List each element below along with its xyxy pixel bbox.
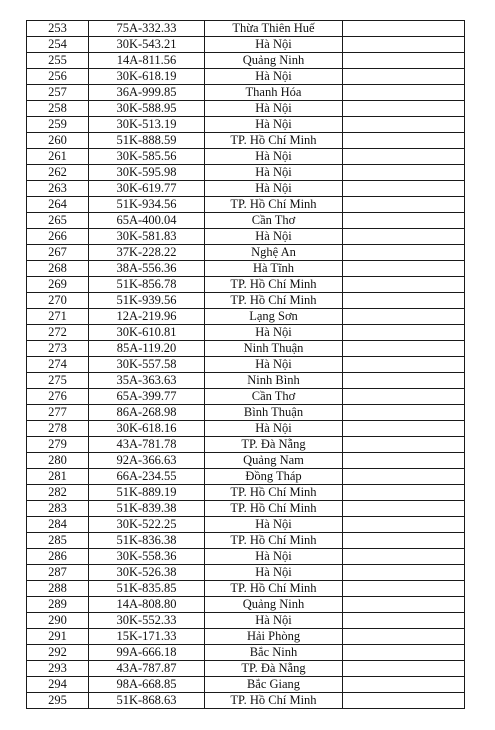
row-number-cell: 282 [27, 485, 89, 501]
province-cell: Hà Nội [205, 181, 343, 197]
note-cell [343, 245, 465, 261]
province-cell: Nghệ An [205, 245, 343, 261]
province-cell: TP. Đà Nẵng [205, 661, 343, 677]
province-cell: Hà Nội [205, 421, 343, 437]
row-number-cell: 277 [27, 405, 89, 421]
note-cell [343, 533, 465, 549]
table-row [27, 213, 465, 229]
province-cell: Hà Nội [205, 565, 343, 581]
row-number-cell: 273 [27, 341, 89, 357]
row-number-cell: 278 [27, 421, 89, 437]
table-row [27, 229, 465, 245]
table-row [27, 597, 465, 613]
plate-number-cell: 51K-939.56 [89, 293, 205, 309]
province-cell: Hà Nội [205, 229, 343, 245]
plate-number-cell: 37K-228.22 [89, 245, 205, 261]
row-number-cell: 269 [27, 277, 89, 293]
plate-number-cell: 30K-581.83 [89, 229, 205, 245]
province-cell: Hà Nội [205, 357, 343, 373]
note-cell [343, 69, 465, 85]
note-cell [343, 517, 465, 533]
table-row [27, 325, 465, 341]
table-row [27, 565, 465, 581]
plate-number-cell: 30K-526.38 [89, 565, 205, 581]
note-cell [343, 293, 465, 309]
note-cell [343, 581, 465, 597]
note-cell [343, 693, 465, 709]
plate-number-cell: 85A-119.20 [89, 341, 205, 357]
table-row [27, 149, 465, 165]
note-cell [343, 133, 465, 149]
note-cell [343, 309, 465, 325]
row-number-cell: 287 [27, 565, 89, 581]
table-row [27, 661, 465, 677]
row-number-cell: 290 [27, 613, 89, 629]
table-row [27, 85, 465, 101]
note-cell [343, 389, 465, 405]
province-cell: Quảng Ninh [205, 53, 343, 69]
plate-number-cell: 30K-513.19 [89, 117, 205, 133]
row-number-cell: 274 [27, 357, 89, 373]
plate-number-cell: 75A-332.33 [89, 21, 205, 37]
province-cell: Bắc Ninh [205, 645, 343, 661]
province-cell: Hà Nội [205, 549, 343, 565]
row-number-cell: 279 [27, 437, 89, 453]
province-cell: TP. Hồ Chí Minh [205, 533, 343, 549]
note-cell [343, 565, 465, 581]
province-cell: TP. Hồ Chí Minh [205, 133, 343, 149]
row-number-cell: 266 [27, 229, 89, 245]
plate-number-cell: 30K-610.81 [89, 325, 205, 341]
table-row [27, 421, 465, 437]
table-row [27, 133, 465, 149]
table-row [27, 245, 465, 261]
province-cell: Thừa Thiên Huế [205, 21, 343, 37]
table-row [27, 21, 465, 37]
plate-number-cell: 12A-219.96 [89, 309, 205, 325]
note-cell [343, 165, 465, 181]
table-row [27, 453, 465, 469]
row-number-cell: 264 [27, 197, 89, 213]
table-row [27, 581, 465, 597]
row-number-cell: 276 [27, 389, 89, 405]
row-number-cell: 294 [27, 677, 89, 693]
note-cell [343, 421, 465, 437]
row-number-cell: 259 [27, 117, 89, 133]
plate-number-cell: 43A-781.78 [89, 437, 205, 453]
plate-number-cell: 43A-787.87 [89, 661, 205, 677]
row-number-cell: 260 [27, 133, 89, 149]
note-cell [343, 229, 465, 245]
note-cell [343, 197, 465, 213]
note-cell [343, 629, 465, 645]
table-row [27, 501, 465, 517]
plate-number-cell: 30K-557.58 [89, 357, 205, 373]
province-cell: Hà Tĩnh [205, 261, 343, 277]
row-number-cell: 289 [27, 597, 89, 613]
table-row [27, 469, 465, 485]
table-row [27, 629, 465, 645]
row-number-cell: 285 [27, 533, 89, 549]
note-cell [343, 549, 465, 565]
row-number-cell: 272 [27, 325, 89, 341]
note-cell [343, 149, 465, 165]
note-cell [343, 325, 465, 341]
plate-number-cell: 65A-399.77 [89, 389, 205, 405]
license-plate-table [26, 20, 465, 709]
plate-number-cell: 30K-552.33 [89, 613, 205, 629]
note-cell [343, 101, 465, 117]
note-cell [343, 357, 465, 373]
province-cell: Ninh Bình [205, 373, 343, 389]
row-number-cell: 284 [27, 517, 89, 533]
table-row [27, 405, 465, 421]
table-row [27, 197, 465, 213]
province-cell: TP. Hồ Chí Minh [205, 501, 343, 517]
note-cell [343, 85, 465, 101]
table-row [27, 373, 465, 389]
province-cell: Hà Nội [205, 165, 343, 181]
note-cell [343, 501, 465, 517]
province-cell: Lạng Sơn [205, 309, 343, 325]
province-cell: Hà Nội [205, 613, 343, 629]
table-row [27, 341, 465, 357]
note-cell [343, 53, 465, 69]
note-cell [343, 117, 465, 133]
plate-number-cell: 30K-595.98 [89, 165, 205, 181]
province-cell: Hà Nội [205, 37, 343, 53]
table-row [27, 101, 465, 117]
province-cell: Hà Nội [205, 101, 343, 117]
table-row [27, 165, 465, 181]
province-cell: TP. Hồ Chí Minh [205, 277, 343, 293]
province-cell: Hà Nội [205, 325, 343, 341]
plate-number-cell: 65A-400.04 [89, 213, 205, 229]
row-number-cell: 258 [27, 101, 89, 117]
province-cell: Hà Nội [205, 117, 343, 133]
plate-number-cell: 51K-889.19 [89, 485, 205, 501]
note-cell [343, 213, 465, 229]
note-cell [343, 261, 465, 277]
plate-number-cell: 15K-171.33 [89, 629, 205, 645]
table-row [27, 69, 465, 85]
note-cell [343, 21, 465, 37]
plate-number-cell: 99A-666.18 [89, 645, 205, 661]
plate-number-cell: 14A-808.80 [89, 597, 205, 613]
province-cell: Cần Thơ [205, 389, 343, 405]
province-cell: TP. Hồ Chí Minh [205, 581, 343, 597]
plate-number-cell: 98A-668.85 [89, 677, 205, 693]
province-cell: Đồng Tháp [205, 469, 343, 485]
row-number-cell: 283 [27, 501, 89, 517]
plate-number-cell: 51K-934.56 [89, 197, 205, 213]
table-row [27, 645, 465, 661]
table-row [27, 693, 465, 709]
plate-number-cell: 92A-366.63 [89, 453, 205, 469]
row-number-cell: 257 [27, 85, 89, 101]
table-row [27, 517, 465, 533]
province-cell: Hà Nội [205, 517, 343, 533]
plate-number-cell: 14A-811.56 [89, 53, 205, 69]
plate-number-cell: 30K-522.25 [89, 517, 205, 533]
province-cell: Hải Phòng [205, 629, 343, 645]
note-cell [343, 613, 465, 629]
table-row [27, 261, 465, 277]
note-cell [343, 373, 465, 389]
row-number-cell: 268 [27, 261, 89, 277]
row-number-cell: 288 [27, 581, 89, 597]
row-number-cell: 263 [27, 181, 89, 197]
plate-number-cell: 30K-588.95 [89, 101, 205, 117]
table-row [27, 437, 465, 453]
table-row [27, 389, 465, 405]
plate-number-cell: 66A-234.55 [89, 469, 205, 485]
note-cell [343, 597, 465, 613]
plate-number-cell: 51K-835.85 [89, 581, 205, 597]
row-number-cell: 292 [27, 645, 89, 661]
province-cell: TP. Đà Nẵng [205, 437, 343, 453]
province-cell: Quảng Nam [205, 453, 343, 469]
row-number-cell: 262 [27, 165, 89, 181]
note-cell [343, 181, 465, 197]
note-cell [343, 405, 465, 421]
row-number-cell: 291 [27, 629, 89, 645]
table-row [27, 277, 465, 293]
row-number-cell: 270 [27, 293, 89, 309]
table-row [27, 357, 465, 373]
note-cell [343, 677, 465, 693]
note-cell [343, 661, 465, 677]
note-cell [343, 277, 465, 293]
table-row [27, 37, 465, 53]
row-number-cell: 253 [27, 21, 89, 37]
province-cell: Hà Nội [205, 149, 343, 165]
plate-number-cell: 30K-543.21 [89, 37, 205, 53]
row-number-cell: 293 [27, 661, 89, 677]
province-cell: TP. Hồ Chí Minh [205, 485, 343, 501]
table-row [27, 181, 465, 197]
plate-number-cell: 51K-839.38 [89, 501, 205, 517]
note-cell [343, 37, 465, 53]
note-cell [343, 485, 465, 501]
note-cell [343, 341, 465, 357]
table-row [27, 533, 465, 549]
plate-number-cell: 51K-888.59 [89, 133, 205, 149]
row-number-cell: 281 [27, 469, 89, 485]
row-number-cell: 265 [27, 213, 89, 229]
province-cell: TP. Hồ Chí Minh [205, 197, 343, 213]
province-cell: Cần Thơ [205, 213, 343, 229]
row-number-cell: 267 [27, 245, 89, 261]
table-row [27, 613, 465, 629]
table-row [27, 485, 465, 501]
province-cell: Thanh Hóa [205, 85, 343, 101]
table-row [27, 549, 465, 565]
table-row [27, 309, 465, 325]
row-number-cell: 295 [27, 693, 89, 709]
row-number-cell: 280 [27, 453, 89, 469]
plate-number-cell: 30K-619.77 [89, 181, 205, 197]
plate-number-cell: 30K-585.56 [89, 149, 205, 165]
row-number-cell: 256 [27, 69, 89, 85]
note-cell [343, 453, 465, 469]
plate-number-cell: 30K-558.36 [89, 549, 205, 565]
row-number-cell: 286 [27, 549, 89, 565]
plate-number-cell: 51K-836.38 [89, 533, 205, 549]
row-number-cell: 254 [27, 37, 89, 53]
note-cell [343, 437, 465, 453]
province-cell: Bắc Giang [205, 677, 343, 693]
table-row [27, 677, 465, 693]
table-body [27, 21, 465, 709]
plate-number-cell: 38A-556.36 [89, 261, 205, 277]
row-number-cell: 255 [27, 53, 89, 69]
province-cell: Bình Thuận [205, 405, 343, 421]
row-number-cell: 271 [27, 309, 89, 325]
note-cell [343, 645, 465, 661]
province-cell: TP. Hồ Chí Minh [205, 293, 343, 309]
row-number-cell: 261 [27, 149, 89, 165]
note-cell [343, 469, 465, 485]
row-number-cell: 275 [27, 373, 89, 389]
province-cell: Ninh Thuận [205, 341, 343, 357]
province-cell: Hà Nội [205, 69, 343, 85]
plate-number-cell: 35A-363.63 [89, 373, 205, 389]
plate-number-cell: 86A-268.98 [89, 405, 205, 421]
plate-number-cell: 30K-618.19 [89, 69, 205, 85]
plate-number-cell: 51K-856.78 [89, 277, 205, 293]
table-row [27, 53, 465, 69]
table-row [27, 117, 465, 133]
plate-number-cell: 51K-868.63 [89, 693, 205, 709]
province-cell: TP. Hồ Chí Minh [205, 693, 343, 709]
plate-number-cell: 36A-999.85 [89, 85, 205, 101]
plate-number-cell: 30K-618.16 [89, 421, 205, 437]
province-cell: Quảng Ninh [205, 597, 343, 613]
table-row [27, 293, 465, 309]
